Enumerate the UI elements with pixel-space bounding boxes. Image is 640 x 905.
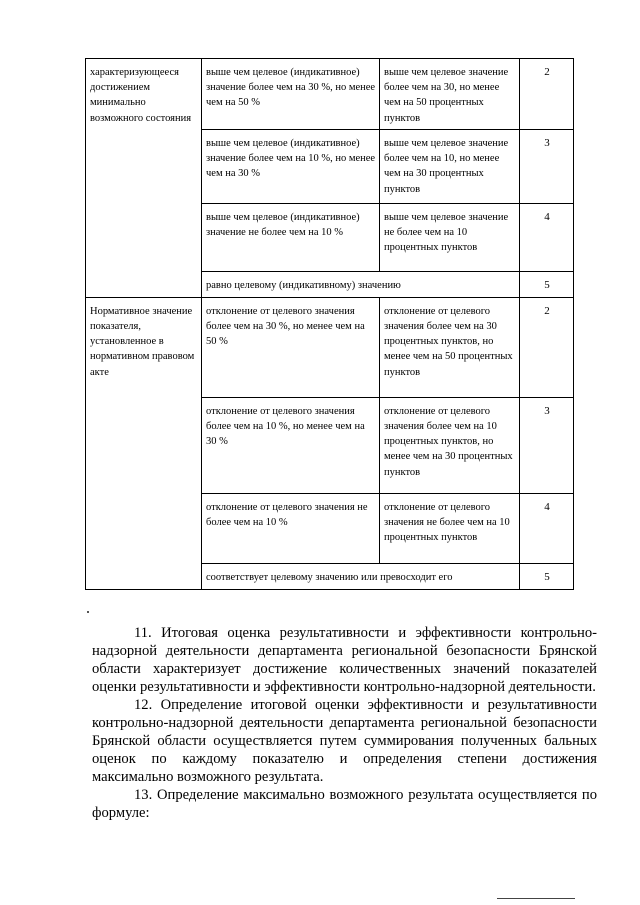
condition-percent-text: выше чем целевое (индикативное) значение более чем на 10 %, но менее чем на 30 % — [206, 137, 376, 180]
evaluation-criteria-table — [85, 58, 574, 590]
score-value: 5 — [544, 278, 550, 291]
paragraph-11: 11. Итоговая оценка результативности и эффективности контрольно-надзорной деятельности департамента региональной безопасности Брянской области характеризует достижение количественных значений показателей оценки результативности и эффективности контрольно-надзорной деятельности. — [92, 625, 597, 695]
table-row — [86, 59, 574, 130]
condition-meets-cell — [202, 563, 520, 589]
condition-percent-text: отклонение от целевого значения более чем на 30 %, но менее чем на 50 % — [206, 305, 365, 348]
score-value: 2 — [544, 66, 550, 78]
score-cell — [520, 59, 574, 130]
condition-points-cell — [380, 129, 520, 203]
condition-percent-text: отклонение от целевого значения более чем на 10 %, но менее чем на 30 % — [206, 405, 365, 448]
paragraph-12: 12. Определение итоговой оценки эффективности и результативности контрольно-надзорной деятельности департамента региональной безопасности Брянской области осуществляется путем суммирования полученных бальных оценок по каждому показателю и определения степени достижения максимально возможного результата. — [92, 697, 597, 785]
condition-points-cell — [380, 203, 520, 271]
score-value: 4 — [544, 210, 550, 223]
score-cell — [520, 397, 574, 493]
condition-percent-cell — [202, 297, 380, 397]
condition-points-cell — [380, 493, 520, 563]
score-value: 3 — [544, 404, 550, 417]
score-cell — [520, 493, 574, 563]
criterion-label: характеризующееся достижением минимально возможного состояния — [90, 67, 192, 124]
criterion-label-cell — [86, 297, 202, 589]
score-cell — [520, 203, 574, 271]
score-value: 2 — [544, 304, 550, 317]
score-cell — [520, 297, 574, 397]
condition-points-text: отклонение от целевого значения более чем на 30 процентных пунктов, но менее чем на 50 процентных пунктов — [384, 305, 513, 378]
condition-points-text: выше чем целевое значение более чем на 30, но менее чем на 50 процентных пунктов — [384, 67, 509, 124]
document-body-text — [92, 624, 597, 822]
table-row — [86, 297, 574, 397]
condition-points-text: отклонение от целевого значения более чем на 10 процентных пунктов, но менее чем на 30 процентных пунктов — [384, 405, 513, 478]
condition-points-text: выше чем целевое значение не более чем на 10 процентных пунктов — [384, 211, 509, 254]
condition-percent-cell — [202, 59, 380, 130]
scan-mark — [87, 611, 89, 613]
condition-points-cell — [380, 59, 520, 130]
score-value: 3 — [544, 136, 550, 149]
condition-percent-text: отклонение от целевого значения не более чем на 10 % — [206, 501, 368, 529]
paragraph-13: 13. Определение максимально возможного результата осуществляется по формуле: — [92, 787, 597, 821]
condition-percent-text: выше чем целевое (индикативное) значение не более чем на 10 % — [206, 211, 360, 239]
condition-equal-cell — [202, 271, 520, 297]
condition-percent-cell — [202, 129, 380, 203]
condition-percent-cell — [202, 397, 380, 493]
condition-percent-cell — [202, 493, 380, 563]
condition-equal-text: равно целевому (индикативному) значению — [206, 279, 401, 291]
footer-rule-line — [497, 898, 575, 899]
score-value: 5 — [544, 570, 550, 583]
condition-meets-text: соответствует целевому значению или превосходит его — [206, 571, 453, 583]
condition-percent-cell — [202, 203, 380, 271]
criterion-label-cell — [86, 59, 202, 298]
condition-points-text: выше чем целевое значение более чем на 10, но менее чем на 30 процентных пунктов — [384, 137, 509, 195]
score-value: 4 — [544, 500, 550, 513]
condition-points-cell — [380, 397, 520, 493]
condition-points-cell — [380, 297, 520, 397]
score-cell — [520, 563, 574, 589]
score-cell — [520, 129, 574, 203]
score-cell — [520, 271, 574, 297]
condition-points-text: отклонение от целевого значения не более чем на 10 процентных пунктов — [384, 501, 510, 544]
criterion-label: Нормативное значение показателя, установленное в нормативном правовом акте — [90, 305, 195, 378]
condition-percent-text: выше чем целевое (индикативное) значение более чем на 30 %, но менее чем на 50 % — [206, 67, 376, 109]
